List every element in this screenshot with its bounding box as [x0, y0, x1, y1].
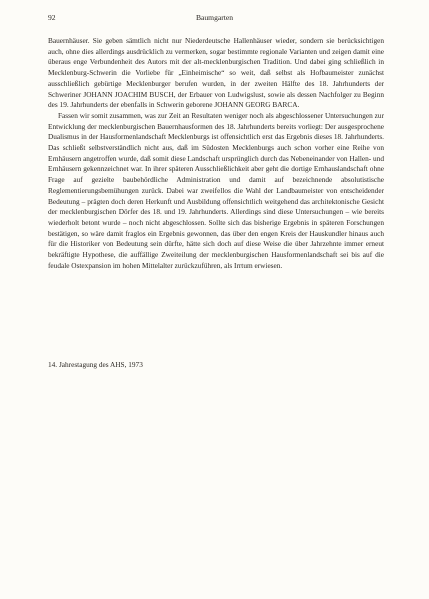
running-head: Baumgarten	[195, 13, 234, 22]
footnote: 14. Jahrestagung des AHS, 1973	[48, 360, 143, 369]
page-number: 92	[48, 13, 56, 22]
page-header	[48, 13, 381, 25]
body-paragraph-2: Fassen wir somit zusammen, was zur Zeit an Resultaten weniger noch als abgeschlossener Untersuchungen zur Entwicklung der mecklenburgischen Bauernhausformen des 18. Jahrhunderts bereits vorliegt: Der ausgesprochene Dualismus in der Hausformenlandschaft Mecklenburgs ist offensichtlich erst das Ergebnis dieses 18. Jahrhunderts. Das schließt selbstverständlich nicht aus, daß im Südosten Mecklenburgs auch schon vorher eine Reihe von Ernhäusern angetroffen wurde, daß somit diese Landschaft ursprünglich durch das Nebeneinander von Hallen- und Ernhäusern gekennzeichnet war. In ihrer späteren Ausschließlichkeit aber geht die dortige Ernhauslandschaft ohne Frage auf gezielte baubehördliche Administration und damit auf bezeichnende absolutistische Reglementierungsbemühungen zurück. Dabei war zweifellos die Wahl der Landbaumeister von entscheidender Bedeutung – prägten doch deren Herkunft und Ausbildung offensichtlich weitgehend das architektonische Gesicht der mecklenburgischen Dörfer des 18. und 19. Jahrhunderts. Allerdings sind diese Untersuchungen – wie bereits wiederholt betont wurde – noch nicht abgeschlossen. Sollte sich das bisherige Ergebnis in späteren Forschungen bestätigen, so wäre damit fraglos ein Ergebnis gewonnen, das über den engen Kreis der Hauskundler hinaus auch für die Historiker von Bedeutung sein dürfte, hätte sich doch auf diese Weise die über Jahrzehnte immer erneut bekräftigte Hypothese, die auffällige Zweiteilung der mecklenburgischen Hausformenlandschaft sei bis auf die feudale Ostexpansion im hohen Mittelalter zurückzuführen, als Irrtum erwiesen.	[48, 110, 384, 270]
body-paragraph-1: Bauernhäuser. Sie geben sämtlich nicht nur Niederdeutsche Hallenhäuser wieder, sondern sie berücksichtigen auch, ohne dies allerdings ausdrücklich zu vermerken, sogar bestimmte regionale Varianten und zeigen damit eine überaus enge Verbundenheit des Autors mit der alt-mecklenburgischen Tradition. Und dabei ging schließlich in Mecklenburg-Schwerin die Vorliebe für „Einheimische“ so weit, daß selbst als Hofbaumeister zunächst ausschließlich gebürtige Mecklenburger berufen wurden, in der zweiten Hälfte des 18. Jahrhunderts der Schweriner JOHANN JOACHIM BUSCH, der Erbauer von Ludwigslust, sowie als dessen Nachfolger zu Beginn des 19. Jahrhunderts der ebenfalls in Schwerin geborene JOHANN GEORG BARCA.	[48, 36, 384, 110]
body-text	[48, 36, 384, 271]
